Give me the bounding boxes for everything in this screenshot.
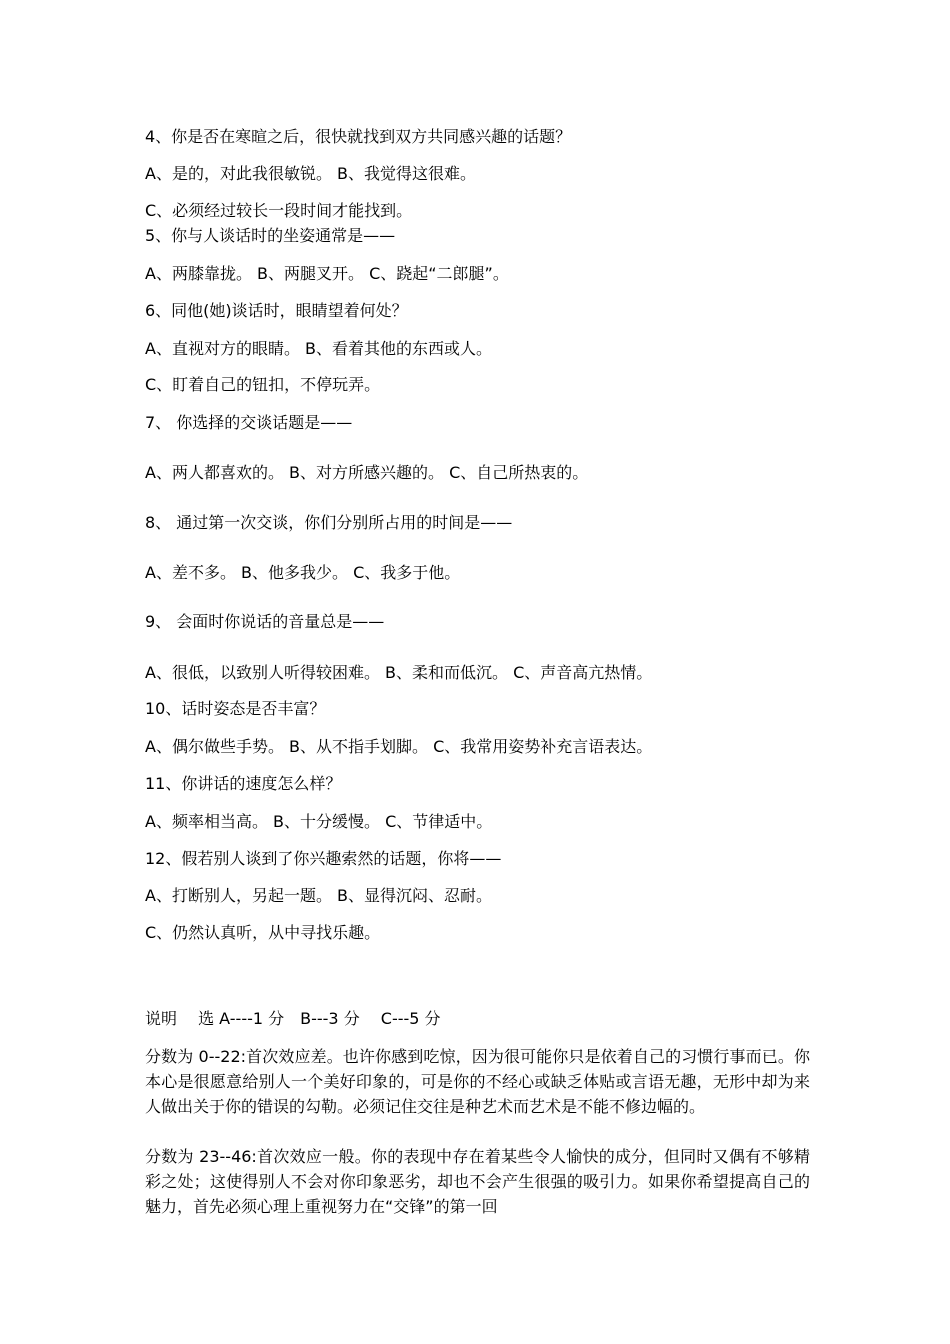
question-11: 11、你讲话的速度怎么样？ [145, 774, 342, 793]
question-4-option-c: C、必须经过较长一段时间才能找到。 [145, 201, 413, 220]
question-6: 6、同他(她)谈话时，眼睛望着何处？ [145, 301, 408, 320]
question-12-options-ab: A、打断别人，另起一题。 B、显得沉闷、忍耐。 [145, 886, 493, 905]
question-9-options: A、很低，以致别人听得较困难。 B、柔和而低沉。 C、声音高亢热情。 [145, 663, 653, 682]
result-mid: 分数为 23--46:首次效应一般。你的表现中存在着某些令人愉快的成分，但同时又偶有不够精彩之处；这使得别人不会对你印象恶劣，却也不会产生很强的吸引力。如果你希望提高自己的魅力，首先必须心理上重视努力在“交锋”的第一回 [145, 1147, 810, 1216]
question-4: 4、你是否在寒暄之后，很快就找到双方共同感兴趣的话题？ [145, 127, 572, 146]
question-6-options-ab: A、直视对方的眼睛。 B、看着其他的东西或人。 [145, 339, 493, 358]
question-10-options: A、偶尔做些手势。 B、从不指手划脚。 C、我常用姿势补充言语表达。 [145, 737, 653, 756]
question-11-options: A、频率相当高。 B、十分缓慢。 C、节律适中。 [145, 812, 493, 831]
question-12: 12、假若别人谈到了你兴趣索然的话题，你将—— [145, 849, 502, 868]
question-6-option-c: C、盯着自己的钮扣，不停玩弄。 [145, 375, 381, 394]
question-8: 8、 通过第一次交谈，你们分别所占用的时间是—— [145, 513, 513, 532]
question-7-options: A、两人都喜欢的。 B、对方所感兴趣的。 C、自己所热衷的。 [145, 463, 589, 482]
question-5-options: A、两膝靠拢。 B、两腿叉开。 C、跷起“二郎腿”。 [145, 264, 509, 283]
result-low: 分数为 0--22:首次效应差。也许你感到吃惊，因为很可能你只是依着自己的习惯行事而已。你本心是很愿意给别人一个美好印象的，可是你的不经心或缺乏体贴或言语无趣，无形中却为来人做出关于你的错误的勾勒。必须记住交往是种艺术而艺术是不能不修边幅的。 [145, 1047, 810, 1116]
question-4-options-ab: A、是的，对此我很敏锐。 B、我觉得这很难。 [145, 164, 477, 183]
question-8-options: A、差不多。 B、他多我少。 C、我多于他。 [145, 563, 461, 582]
question-7: 7、 你选择的交谈话题是—— [145, 413, 353, 432]
scoring-note: 说明 选 A----1 分 B---3 分 C---5 分 [145, 1009, 441, 1028]
question-5: 5、你与人谈话时的坐姿通常是—— [145, 226, 396, 245]
question-10: 10、话时姿态是否丰富？ [145, 699, 326, 718]
question-12-option-c: C、仍然认真听，从中寻找乐趣。 [145, 923, 381, 942]
question-9: 9、 会面时你说话的音量总是—— [145, 612, 385, 631]
